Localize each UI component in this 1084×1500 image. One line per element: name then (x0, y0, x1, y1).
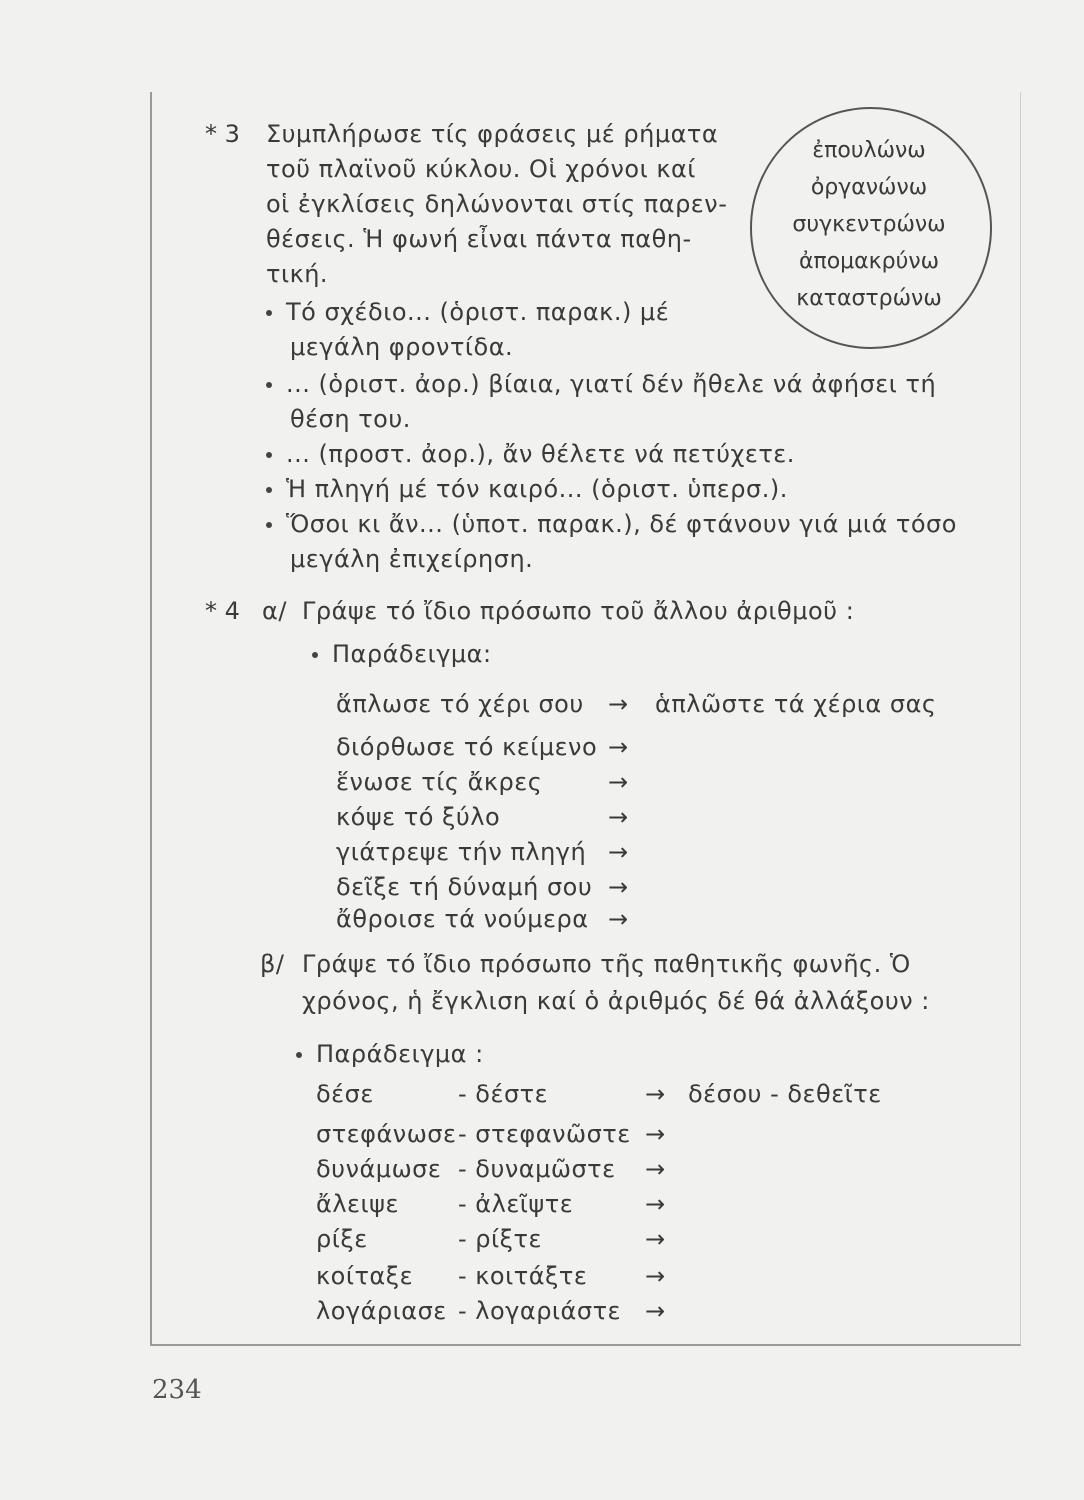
ex4b-verb: δυνάμωσε (316, 1155, 442, 1183)
arrow-icon: → (608, 905, 629, 933)
ex4b-verb: ρίξε (316, 1225, 368, 1253)
bullet-icon (266, 487, 272, 493)
ex4a-row-left: δεῖξε τή δύναμή σου (336, 873, 593, 901)
ex4a-instruction: Γράψε τό ἴδιο πρόσωπο τοῦ ἄλλου ἀριθμοῦ : (302, 597, 855, 625)
circle-word: ἐπουλώνω (812, 138, 926, 163)
circle-word: συγκεντρώνω (792, 212, 946, 237)
circle-word: ἀπομακρύνω (798, 249, 940, 274)
arrow-icon: → (645, 1155, 666, 1183)
arrow-icon: → (645, 1225, 666, 1253)
ex4b-plural: - ἀλεῖψτε (458, 1190, 574, 1218)
ex4a-row-left: ἄθροισε τά νούμερα (336, 905, 589, 933)
ex4a-label: α/ (262, 597, 287, 625)
ex4b-plural: - ρίξτε (458, 1225, 542, 1253)
ex4a-row-left: διόρθωσε τό κείμενο (336, 733, 598, 761)
arrow-icon: → (608, 803, 629, 831)
ex4b-verb: κοίταξε (316, 1262, 414, 1290)
ex3-item: ... (ὁριστ. ἀορ.) βίαια, γιατί δέν ἤθελε νά ἀφήσει τή (266, 370, 936, 398)
arrow-icon: → (608, 873, 629, 901)
ex4-label: * 4 (205, 597, 240, 625)
ex3-intro-line: οἱ ἐγκλίσεις δηλώνονται στίς παρεν- (266, 190, 728, 218)
ex4a-row-left: ἅπλωσε τό χέρι σου (336, 690, 584, 718)
ex3-item: Ἡ πληγή μέ τόν καιρό... (ὁριστ. ὑπερσ.). (266, 475, 788, 503)
arrow-icon: → (645, 1080, 666, 1108)
ex3-item: ... (προστ. ἀορ.), ἄν θέλετε νά πετύχετε. (266, 440, 795, 468)
ex4b-instruction: χρόνος, ἡ ἔγκλιση καί ὁ ἀριθμός δέ θά ἀλλάξουν : (302, 987, 930, 1015)
arrow-icon: → (645, 1120, 666, 1148)
ex4a-row-left: κόψε τό ξύλο (336, 803, 501, 831)
bullet-icon (266, 522, 272, 528)
ex4a-example-label: Παράδειγμα: (312, 640, 492, 668)
page-number: 234 (152, 1375, 202, 1405)
ex3-intro-line: τοῦ πλαϊνοῦ κύκλου. Οἱ χρόνοι καί (266, 155, 696, 183)
bullet-icon (296, 1052, 302, 1058)
ex3-item-cont: μεγάλη φροντίδα. (290, 333, 514, 361)
ex3-intro-line: Συμπλήρωσε τίς φράσεις μέ ρήματα (266, 120, 719, 148)
arrow-icon: → (645, 1262, 666, 1290)
ex4a-row-left: γιάτρεψε τήν πληγή (336, 838, 587, 866)
bullet-icon (312, 652, 318, 658)
ex4b-plural: - στεφανῶστε (458, 1120, 631, 1148)
ex4b-verb: λογάριασε (316, 1297, 447, 1325)
ex4b-instruction: Γράψε τό ἴδιο πρόσωπο τῆς παθητικῆς φωνῆς. Ὁ (302, 950, 911, 978)
ex3-item-cont: μεγάλη ἐπιχείρηση. (290, 545, 534, 573)
ex4b-passive: δέσου - δεθεῖτε (688, 1080, 882, 1108)
arrow-icon: → (608, 690, 629, 718)
ex3-item: Τό σχέδιο... (ὁριστ. παρακ.) μέ (266, 298, 669, 326)
ex3-intro-line: θέσεις. Ἡ φωνή εἶναι πάντα παθη- (266, 225, 692, 253)
circle-word: ὀργανώνω (810, 175, 928, 200)
arrow-icon: → (608, 768, 629, 796)
ex4b-plural: - δέστε (458, 1080, 549, 1108)
arrow-icon: → (645, 1190, 666, 1218)
ex4b-label: β/ (260, 950, 285, 978)
ex4b-plural: - δυναμῶστε (458, 1155, 616, 1183)
ex3-intro-line: τική. (266, 260, 329, 288)
ex4b-plural: - λογαριάστε (458, 1297, 622, 1325)
bullet-icon (266, 452, 272, 458)
ex4b-example-label: Παράδειγμα : (296, 1040, 484, 1068)
circle-word: καταστρώνω (796, 286, 942, 311)
ex4a-row-left: ἕνωσε τίς ἄκρες (336, 768, 543, 796)
arrow-icon: → (645, 1297, 666, 1325)
bullet-icon (266, 382, 272, 388)
ex4b-verb: στεφάνωσε (316, 1120, 457, 1148)
ex3-label: * 3 (205, 120, 240, 148)
ex3-item: Ὅσοι κι ἄν... (ὑποτ. παρακ.), δέ φτάνουν γιά μιά τόσο (266, 510, 957, 538)
ex4b-plural: - κοιτάξτε (458, 1262, 588, 1290)
ex4a-row-right: ἁπλῶστε τά χέρια σας (655, 690, 937, 718)
ex4b-verb: δέσε (316, 1080, 374, 1108)
ex4b-verb: ἄλειψε (316, 1190, 399, 1218)
ex3-item-cont: θέση του. (290, 405, 411, 433)
bullet-icon (266, 310, 272, 316)
arrow-icon: → (608, 733, 629, 761)
arrow-icon: → (608, 838, 629, 866)
